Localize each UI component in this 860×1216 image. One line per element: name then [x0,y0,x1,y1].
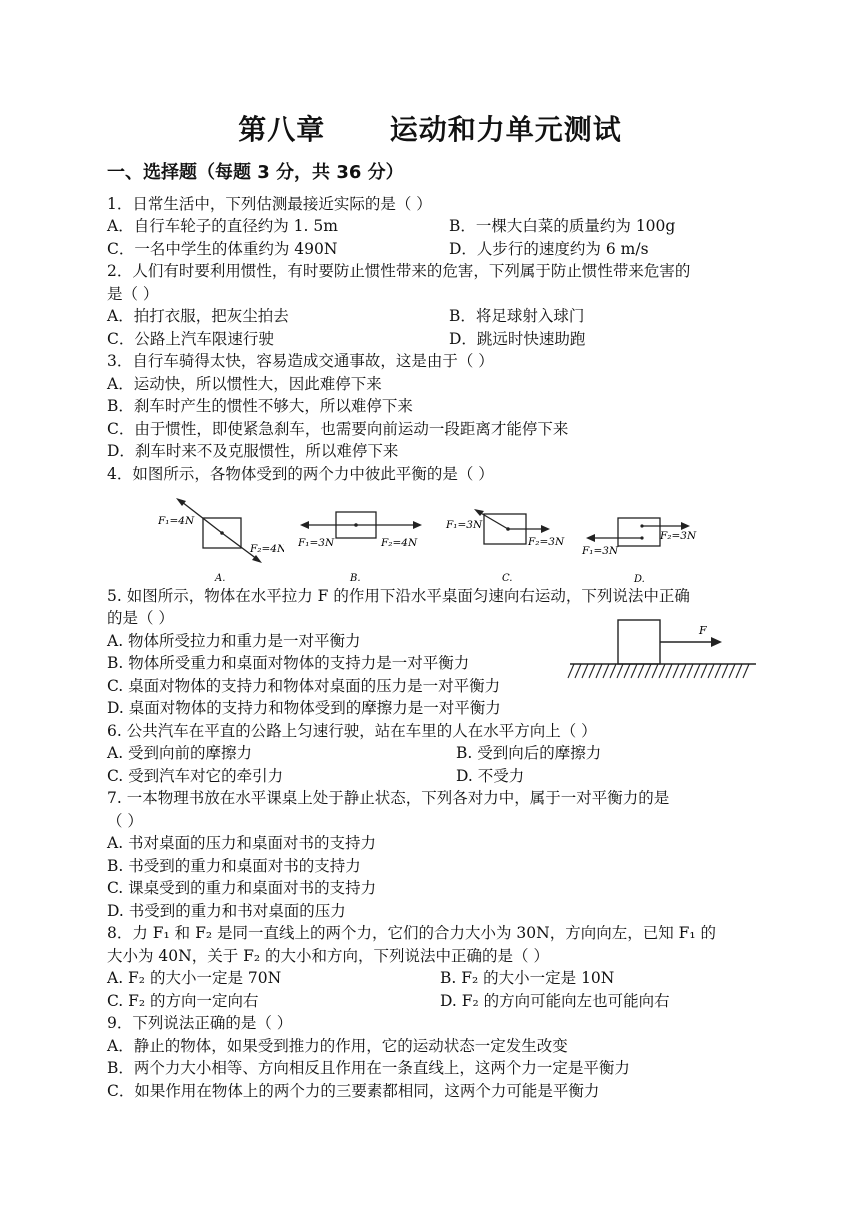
figure-a-f1-label: F₁=4N [158,515,195,527]
figure-a-f2-label: F₂=4N [250,543,284,555]
question-5-option-b: B. 物体所受重力和桌面对物体的支持力是一对平衡力 [107,654,470,672]
question-6-option-d: D. 不受力 [456,767,525,785]
table-hatch-mark [624,664,630,678]
question-3-option-b: B．刹车时产生的惯性不够大，所以难停下来 [107,397,413,415]
figure-c-label: C. [502,573,513,584]
table-hatch-mark [701,664,707,678]
question-6-option-b: B. 受到向后的摩擦力 [456,744,602,762]
figure-b-f1-label: F₁=3N [298,537,335,549]
question-1-option-b: B．一棵大白菜的质量约为 100g [449,217,676,235]
question-8-option-c: C. F₂ 的方向一定向右 [107,992,259,1010]
table-hatch-mark [603,664,609,678]
table-hatch-mark [687,664,693,678]
figure-b-label: B. [350,573,361,584]
table-hatch-mark [568,664,574,678]
table-hatch-mark [729,664,735,678]
table-hatch-mark [666,664,672,678]
question-9-option-a: A．静止的物体，如果受到推力的作用，它的运动状态一定发生改变 [107,1037,568,1055]
question-8-stem-cont: 大小为 40N，关于 F₂ 的大小和方向，下列说法中正确的是（ ） [107,947,549,965]
question-1-option-d: D．人步行的速度约为 6 m/s [449,240,649,258]
question-7-option-d: D. 书受到的重力和书对桌面的压力 [107,902,346,920]
question-8-stem: 8．力 F₁ 和 F₂ 是同一直线上的两个力，它们的合力大小为 30N，方向向左，已知 F₁ 的 [107,924,717,942]
question-3-option-c: C．由于惯性，即使紧急刹车，也需要向前运动一段距离才能停下来 [107,420,569,438]
question-4-figure-a [158,496,284,584]
question-4-figure-d [580,506,710,584]
table-hatch-mark [736,664,742,678]
question-2-option-a: A．拍打衣服，把灰尘拍去 [107,307,289,325]
table-hatch-mark [659,664,665,678]
question-1-option-c: C．一名中学生的体重约为 490N [107,240,338,258]
table-hatch-mark [652,664,658,678]
question-6-option-c: C. 受到汽车对它的牵引力 [107,767,284,785]
table-hatch-mark [694,664,700,678]
figure-a-label: A. [215,573,226,584]
question-5-stem: 5. 如图所示，物体在水平拉力 F 的作用下沿水平桌面匀速向右运动，下列说法中正确 [107,587,690,605]
question-1-stem: 1．日常生活中，下列估测最接近实际的是（ ） [107,195,432,213]
table-hatch-mark [582,664,588,678]
question-5-option-a: A. 物体所受拉力和重力是一对平衡力 [107,632,361,650]
question-5-option-c: C. 桌面对物体的支持力和物体对桌面的压力是一对平衡力 [107,677,501,695]
question-7-stem: 7. 一本物理书放在水平课桌上处于静止状态，下列各对力中，属于一对平衡力的是 [107,789,670,807]
question-4-figure-c [444,500,574,584]
figure-c-f2-label: F₂=3N [528,536,565,548]
table-hatch-mark [715,664,721,678]
table-hatch-mark [680,664,686,678]
question-9-option-b: B．两个力大小相等、方向相反且作用在一条直线上，这两个力一定是平衡力 [107,1059,630,1077]
table-hatch-mark [596,664,602,678]
question-5-option-d: D. 桌面对物体的支持力和物体受到的摩擦力是一对平衡力 [107,699,501,717]
question-8-option-b: B. F₂ 的大小一定是 10N [440,969,615,987]
question-3-option-d: D．刹车时来不及克服惯性，所以难停下来 [107,442,399,460]
table-hatch-mark [631,664,637,678]
question-2-stem-cont: 是（ ） [107,285,159,303]
question-5-stem-cont: 的是（ ） [107,609,174,627]
table-hatch-mark [638,664,644,678]
question-3-option-a: A．运动快，所以惯性大，因此难停下来 [107,375,382,393]
figure-d-f2-label: F₂=3N [660,530,697,542]
table-hatch-mark [610,664,616,678]
table-hatch-mark [708,664,714,678]
question-7-option-b: B. 书受到的重力和桌面对书的支持力 [107,857,361,875]
figure-b-f2-label: F₂=4N [381,537,418,549]
question-4-figure-b [298,506,428,584]
question-7-option-a: A. 书对桌面的压力和桌面对书的支持力 [107,834,377,852]
question-2-option-b: B．将足球射入球门 [449,307,585,325]
section-heading: 一、选择题（每题 3 分，共 36 分） [107,162,404,183]
question-4-stem: 4．如图所示，各物体受到的两个力中彼此平衡的是（ ） [107,465,494,483]
question-5-figure [566,612,760,686]
table-hatch-mark [743,664,749,678]
table-hatch-mark [589,664,595,678]
question-7-option-c: C. 课桌受到的重力和桌面对书的支持力 [107,879,377,897]
question-8-option-a: A. F₂ 的大小一定是 70N [107,969,282,987]
figure-force-label: F [699,624,707,637]
question-2-option-d: D．跳远时快速助跑 [449,330,586,348]
question-9-option-c: C．如果作用在物体上的两个力的三要素都相同，这两个力可能是平衡力 [107,1082,600,1100]
question-9-stem: 9．下列说法正确的是（ ） [107,1014,293,1032]
figure-d-f1-label: F₁=3N [582,545,619,557]
table-hatch-mark [722,664,728,678]
table-hatch-mark [673,664,679,678]
question-6-option-a: A. 受到向前的摩擦力 [107,744,253,762]
page-title: 第八章 运动和力单元测试 [238,113,622,146]
table-hatch-mark [575,664,581,678]
question-7-stem-cont: （ ） [107,812,143,830]
table-hatch-mark [617,664,623,678]
figure-d-label: D. [634,574,645,584]
question-2-stem: 2．人们有时要利用惯性，有时要防止惯性带来的危害，下列属于防止惯性带来危害的 [107,262,691,280]
question-8-option-d: D. F₂ 的方向可能向左也可能向右 [440,992,670,1010]
figure-c-f1-label: F₁=3N [446,519,483,531]
question-6-stem: 6. 公共汽车在平直的公路上匀速行驶，站在车里的人在水平方向上（ ） [107,722,597,740]
table-hatch-mark [645,664,651,678]
question-3-stem: 3．自行车骑得太快，容易造成交通事故，这是由于（ ） [107,352,494,370]
question-1-option-a: A．自行车轮子的直径约为 1. 5m [107,217,338,235]
question-2-option-c: C．公路上汽车限速行驶 [107,330,274,348]
